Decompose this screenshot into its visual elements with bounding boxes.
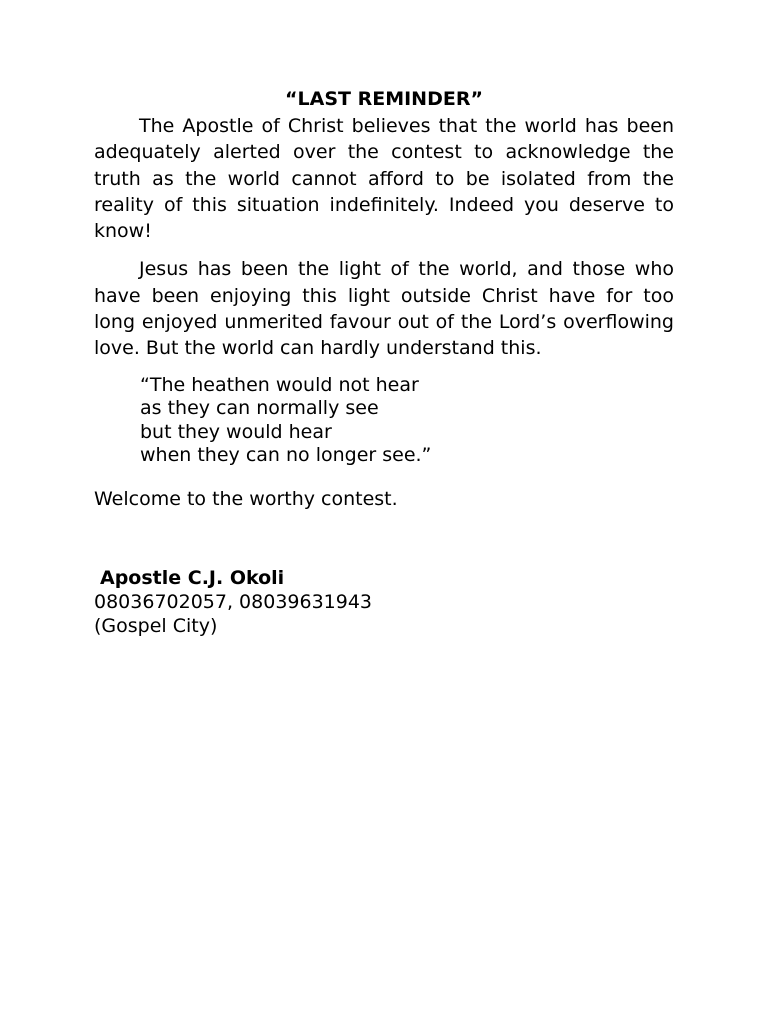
paragraph-2: Jesus has been the light of the world, and those who have been enjoying this light outside Christ have for too long enjoyed unmerited favour out of the Lord’s overflowing love. But the world can hardly understand this. bbox=[94, 258, 674, 360]
document-title: “LAST REMINDER” bbox=[285, 88, 483, 110]
signature-location: (Gospel City) bbox=[94, 614, 218, 637]
poem-line: as they can normally see bbox=[140, 397, 379, 420]
poem-line: when they can no longer see.” bbox=[140, 444, 432, 467]
document-page bbox=[94, 86, 674, 638]
poem-line: “The heathen would not hear bbox=[140, 373, 419, 396]
signature-block bbox=[94, 566, 674, 638]
paragraph-1: The Apostle of Christ believes that the world has been adequately alerted over the contest to acknowledge the truth as the world cannot afford to be isolated from the reality of this situation indefinitely. Indeed you deserve to know! bbox=[94, 115, 674, 243]
poem-line: but they would hear bbox=[140, 420, 332, 443]
closing-line: Welcome to the worthy contest. bbox=[94, 487, 398, 510]
signature-phones: 08036702057, 08039631943 bbox=[94, 590, 373, 613]
signature-name: Apostle C.J. Okoli bbox=[100, 566, 285, 589]
quoted-poem bbox=[140, 374, 674, 468]
